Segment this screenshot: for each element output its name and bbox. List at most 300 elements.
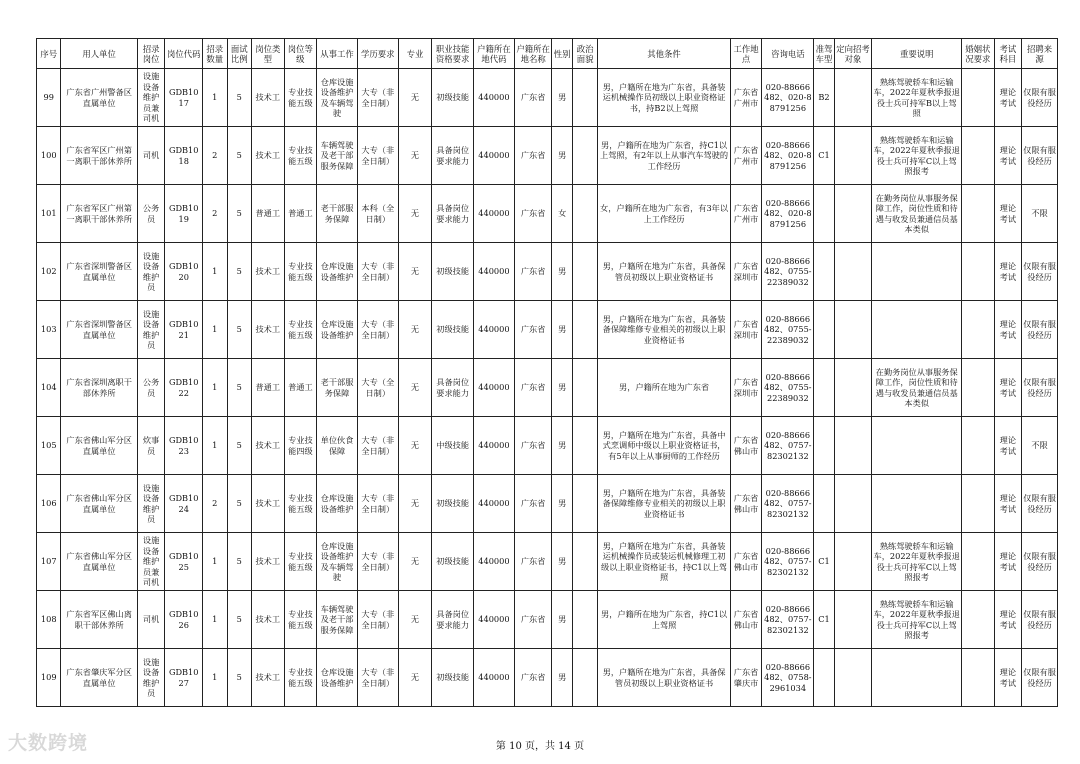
table-body <box>37 69 1058 707</box>
table-cell <box>962 301 995 359</box>
table-cell: 男 <box>552 243 572 301</box>
table-cell: 5 <box>227 475 251 533</box>
table-cell: 熟练驾驶轿车和运输车，2022年夏秋季报退役士兵可持军C以上驾照报考 <box>872 533 962 591</box>
column-header: 从事工作 <box>317 39 358 69</box>
table-cell: GDB1017 <box>165 69 203 127</box>
column-header: 户籍所在地代码 <box>474 39 515 69</box>
column-header: 岗位等级 <box>284 39 317 69</box>
table-cell: 仓库设施设备维护及车辆驾驶 <box>317 69 358 127</box>
table-cell: 2 <box>203 127 227 185</box>
table-cell: 无 <box>398 185 432 243</box>
table-cell: 仓库设施设备维护及车辆驾驶 <box>317 533 358 591</box>
table-cell: 理论考试 <box>994 69 1022 127</box>
table-cell: 专业技能四级 <box>284 417 317 475</box>
table-cell: 440000 <box>474 417 515 475</box>
table-cell <box>962 127 995 185</box>
table-cell: 不限 <box>1022 185 1058 243</box>
table-cell: 男，户籍所在地为广东省，具备装运机械操作员或装运机械修理工初级以上职业资格证书，持C1以上驾照 <box>598 533 730 591</box>
column-header: 招聘来源 <box>1022 39 1058 69</box>
table-cell: 5 <box>227 69 251 127</box>
column-header: 学历要求 <box>357 39 398 69</box>
table-cell: 车辆驾驶及老干部服务保障 <box>317 591 358 649</box>
table-cell: 广东省 <box>514 417 552 475</box>
table-cell <box>962 475 995 533</box>
table-cell: 1 <box>203 533 227 591</box>
column-header: 序号 <box>37 39 61 69</box>
table-cell: 广东省 <box>514 475 552 533</box>
table-cell: 设施设备维护员 <box>137 301 165 359</box>
table-cell: 1 <box>203 649 227 707</box>
table-cell: 仅限有服役经历 <box>1022 533 1058 591</box>
table-cell: 广东省军区广州第一离职干部休养所 <box>61 127 137 185</box>
table-cell: 无 <box>398 127 432 185</box>
table-cell: 440000 <box>474 185 515 243</box>
table-cell: 大专（非全日制） <box>357 649 398 707</box>
table-row <box>37 533 1058 591</box>
table-cell: 无 <box>398 359 432 417</box>
table-cell: 1 <box>203 243 227 301</box>
table-cell: 初级技能 <box>432 243 474 301</box>
table-cell: 在勤务岗位从事服务保障工作，岗位性质和待遇与收发员兼通信员基本类似 <box>872 185 962 243</box>
table-cell: C1 <box>814 127 834 185</box>
table-cell: 440000 <box>474 533 515 591</box>
table-cell: 广东省深圳警备区直属单位 <box>61 243 137 301</box>
table-cell: 大专（非全日制） <box>357 127 398 185</box>
header-row <box>37 39 1058 69</box>
table-cell: 理论考试 <box>994 243 1022 301</box>
table-cell <box>834 243 872 301</box>
table-cell: 在勤务岗位从事服务保障工作，岗位性质和待遇与收发员兼通信员基本类似 <box>872 359 962 417</box>
table-cell <box>872 243 962 301</box>
table-cell: 男 <box>552 359 572 417</box>
table-cell: 440000 <box>474 301 515 359</box>
table-cell: 广东省 <box>514 359 552 417</box>
table-cell: 理论考试 <box>994 591 1022 649</box>
table-cell: 440000 <box>474 359 515 417</box>
column-header: 重要说明 <box>872 39 962 69</box>
table-cell <box>572 69 597 127</box>
table-cell <box>872 301 962 359</box>
table-cell: GDB1018 <box>165 127 203 185</box>
table-cell <box>814 359 834 417</box>
table-cell: 广东省佛山军分区直属单位 <box>61 533 137 591</box>
table-cell <box>572 417 597 475</box>
table-row <box>37 649 1058 707</box>
table-cell: GDB1020 <box>165 243 203 301</box>
table-cell: 2 <box>203 185 227 243</box>
table-cell: 大专（非全日制） <box>357 243 398 301</box>
table-cell: 广东省佛山军分区直属单位 <box>61 417 137 475</box>
table-cell: 技术工 <box>251 243 284 301</box>
table-cell: GDB1019 <box>165 185 203 243</box>
table-cell <box>572 591 597 649</box>
table-cell <box>872 475 962 533</box>
table-cell: 男，户籍所在地为广东省，具备保管员初级以上职业资格证书 <box>598 243 730 301</box>
table-cell: 初级技能 <box>432 301 474 359</box>
table-cell <box>834 69 872 127</box>
table-cell: 广东省广州警备区直属单位 <box>61 69 137 127</box>
column-header: 定向招考对象 <box>834 39 872 69</box>
table-cell: 理论考试 <box>994 127 1022 185</box>
table-cell: 105 <box>37 417 61 475</box>
table-cell: 专业技能五级 <box>284 649 317 707</box>
table-cell: 无 <box>398 243 432 301</box>
table-cell: 广东省 <box>514 591 552 649</box>
table-cell: 女，户籍所在地为广东省，有3年以上工作经历 <box>598 185 730 243</box>
column-header: 专业 <box>398 39 432 69</box>
table-cell: 020-88666482、0757-82302132 <box>762 475 814 533</box>
table-cell: 仓库设施设备维护 <box>317 475 358 533</box>
table-cell: 专业技能五级 <box>284 475 317 533</box>
table-cell: 1 <box>203 417 227 475</box>
column-header: 岗位类型 <box>251 39 284 69</box>
table-cell <box>814 417 834 475</box>
table-cell: GDB1022 <box>165 359 203 417</box>
column-header: 其他条件 <box>598 39 730 69</box>
column-header: 准驾车型 <box>814 39 834 69</box>
table-cell: 技术工 <box>251 69 284 127</box>
table-cell: 广东省深圳市 <box>730 301 762 359</box>
table-cell: 5 <box>227 301 251 359</box>
table-cell: 广东省 <box>514 127 552 185</box>
table-cell: 无 <box>398 417 432 475</box>
table-cell: 男 <box>552 417 572 475</box>
table-cell: 5 <box>227 533 251 591</box>
table-cell: 5 <box>227 591 251 649</box>
table-cell: 广东省深圳离职干部休养所 <box>61 359 137 417</box>
table-cell: 专业技能五级 <box>284 243 317 301</box>
table-cell: 广东省军区佛山离职干部休养所 <box>61 591 137 649</box>
table-cell <box>834 127 872 185</box>
table-cell: 仅限有服役经历 <box>1022 649 1058 707</box>
table-cell: 1 <box>203 301 227 359</box>
table-cell: 020-88666482、0755-22389032 <box>762 243 814 301</box>
table-cell <box>962 185 995 243</box>
table-cell: 男，户籍所在地为广东省，持C1以上驾照 <box>598 591 730 649</box>
table-cell: 仅限有服役经历 <box>1022 69 1058 127</box>
table-cell: 仅限有服役经历 <box>1022 359 1058 417</box>
table-row <box>37 185 1058 243</box>
table-cell <box>834 649 872 707</box>
table-cell: 107 <box>37 533 61 591</box>
table-cell <box>572 243 597 301</box>
table-cell: 5 <box>227 359 251 417</box>
table-cell: 技术工 <box>251 417 284 475</box>
table-cell: 理论考试 <box>994 359 1022 417</box>
table-cell: 大专（全日制） <box>357 359 398 417</box>
table-cell <box>872 417 962 475</box>
table-cell: 106 <box>37 475 61 533</box>
table-cell: 熟练驾驶轿车和运输车，2022年夏秋季报退役士兵可持军C以上驾照报考 <box>872 591 962 649</box>
table-cell: 车辆驾驶及老干部服务保障 <box>317 127 358 185</box>
column-header: 工作地点 <box>730 39 762 69</box>
table-cell: 司机 <box>137 591 165 649</box>
table-cell: 020-88666482、020-88791256 <box>762 69 814 127</box>
table-cell: 理论考试 <box>994 475 1022 533</box>
column-header: 考试科目 <box>994 39 1022 69</box>
table-cell: 020-88666482、0757-82302132 <box>762 591 814 649</box>
table-cell: 男，户籍所在地为广东省，具备装运机械操作员初级以上职业资格证书，持B2以上驾照 <box>598 69 730 127</box>
table-cell <box>834 591 872 649</box>
table-cell: 技术工 <box>251 649 284 707</box>
table-cell: 广东省佛山市 <box>730 475 762 533</box>
table-cell: 理论考试 <box>994 417 1022 475</box>
table-cell: 101 <box>37 185 61 243</box>
column-header: 岗位代码 <box>165 39 203 69</box>
table-cell <box>834 417 872 475</box>
table-cell <box>814 185 834 243</box>
table-cell: 男，户籍所在地为广东省，具备装备保障维修专业相关的初级以上职业资格证书 <box>598 475 730 533</box>
table-cell: 020-88666482、0757-82302132 <box>762 533 814 591</box>
table-cell: 大专（非全日制） <box>357 417 398 475</box>
column-header: 政治面貌 <box>572 39 597 69</box>
table-cell: 020-88666482、020-88791256 <box>762 127 814 185</box>
table-cell: 440000 <box>474 649 515 707</box>
table-cell: 男 <box>552 69 572 127</box>
table-cell: 无 <box>398 591 432 649</box>
table-cell: 108 <box>37 591 61 649</box>
table-cell: 020-88666482、020-88791256 <box>762 185 814 243</box>
table-cell <box>572 127 597 185</box>
table-cell: 无 <box>398 649 432 707</box>
table-cell: 广东省广州市 <box>730 185 762 243</box>
table-cell: 仅限有服役经历 <box>1022 127 1058 185</box>
table-cell: 炊事员 <box>137 417 165 475</box>
table-cell: 初级技能 <box>432 475 474 533</box>
table-cell: 初级技能 <box>432 533 474 591</box>
table-cell: 440000 <box>474 69 515 127</box>
table-cell: 技术工 <box>251 475 284 533</box>
table-cell: 100 <box>37 127 61 185</box>
column-header: 用人单位 <box>61 39 137 69</box>
column-header: 面试比例 <box>227 39 251 69</box>
table-row <box>37 591 1058 649</box>
table-row <box>37 359 1058 417</box>
table-cell: 大专（非全日制） <box>357 301 398 359</box>
table-cell: 男 <box>552 649 572 707</box>
table-cell <box>834 475 872 533</box>
table-row <box>37 475 1058 533</box>
column-header: 婚姻状况要求 <box>962 39 995 69</box>
column-header: 招录岗位 <box>137 39 165 69</box>
table-cell: 本科（全日制） <box>357 185 398 243</box>
table-cell: 广东省军区广州第一离职干部休养所 <box>61 185 137 243</box>
table-cell: 5 <box>227 417 251 475</box>
table-cell: 专业技能五级 <box>284 69 317 127</box>
table-cell: 大专（非全日制） <box>357 69 398 127</box>
table-cell <box>834 185 872 243</box>
table-cell: 普通工 <box>284 359 317 417</box>
table-row <box>37 69 1058 127</box>
table-cell: 专业技能五级 <box>284 533 317 591</box>
table-cell: 具备岗位要求能力 <box>432 185 474 243</box>
table-cell: 广东省佛山市 <box>730 591 762 649</box>
table-cell: 熟练驾驶轿车和运输车，2022年夏秋季报退役士兵可持军B以上驾照 <box>872 69 962 127</box>
table-cell: 男，户籍所在地为广东省，具备装备保障维修专业相关的初级以上职业资格证书 <box>598 301 730 359</box>
table-cell <box>572 533 597 591</box>
table-cell: 男 <box>552 127 572 185</box>
table-cell: 单位伙食保障 <box>317 417 358 475</box>
table-cell <box>962 417 995 475</box>
table-cell: 广东省佛山市 <box>730 533 762 591</box>
table-cell: GDB1023 <box>165 417 203 475</box>
table-cell <box>572 475 597 533</box>
table-cell <box>962 649 995 707</box>
table-cell: 男 <box>552 301 572 359</box>
table-cell: 440000 <box>474 127 515 185</box>
table-cell: 理论考试 <box>994 301 1022 359</box>
table-cell: 具备岗位要求能力 <box>432 359 474 417</box>
table-cell: 440000 <box>474 243 515 301</box>
table-cell: B2 <box>814 69 834 127</box>
table-cell: 广东省肇庆市 <box>730 649 762 707</box>
table-cell: 020-88666482、0755-22389032 <box>762 301 814 359</box>
table-cell: 广东省 <box>514 301 552 359</box>
table-cell: 设施设备维护员 <box>137 243 165 301</box>
table-cell: 技术工 <box>251 301 284 359</box>
table-cell: 老干部服务保障 <box>317 359 358 417</box>
table-cell: 广东省深圳警备区直属单位 <box>61 301 137 359</box>
table-cell: 仓库设施设备维护 <box>317 301 358 359</box>
table-cell: GDB1025 <box>165 533 203 591</box>
column-header: 招录数量 <box>203 39 227 69</box>
table-cell: GDB1026 <box>165 591 203 649</box>
table-cell <box>814 243 834 301</box>
table-cell: 020-88666482、0757-82302132 <box>762 417 814 475</box>
table-row <box>37 417 1058 475</box>
table-cell: 设施设备维护员 <box>137 649 165 707</box>
table-cell: 仅限有服役经历 <box>1022 591 1058 649</box>
table-cell: 男，户籍所在地为广东省 <box>598 359 730 417</box>
table-row <box>37 243 1058 301</box>
table-cell: 男，户籍所在地为广东省，具备中式烹调师中级以上职业资格证书，有5年以上从事厨师的工作经历 <box>598 417 730 475</box>
table-cell <box>962 69 995 127</box>
table-cell <box>962 243 995 301</box>
table-cell: 大专（非全日制） <box>357 475 398 533</box>
table-cell: 广东省 <box>514 649 552 707</box>
table-cell: 广东省佛山市 <box>730 417 762 475</box>
table-cell: 5 <box>227 185 251 243</box>
table-cell <box>814 301 834 359</box>
table-cell: 广东省佛山军分区直属单位 <box>61 475 137 533</box>
table-cell: 广东省深圳市 <box>730 243 762 301</box>
table-cell: 不限 <box>1022 417 1058 475</box>
table-cell: 中级技能 <box>432 417 474 475</box>
table-cell: 440000 <box>474 475 515 533</box>
table-cell <box>834 359 872 417</box>
table-cell: 专业技能五级 <box>284 301 317 359</box>
table-cell: 男 <box>552 533 572 591</box>
table-cell <box>572 649 597 707</box>
table-cell: 司机 <box>137 127 165 185</box>
table-cell: 仅限有服役经历 <box>1022 475 1058 533</box>
table-cell: 仓库设施设备维护 <box>317 243 358 301</box>
table-cell: 设施设备维护员兼司机 <box>137 69 165 127</box>
table-cell: 1 <box>203 69 227 127</box>
table-cell: GDB1027 <box>165 649 203 707</box>
page-footer: 第 10 页，共 14 页 <box>495 741 585 752</box>
table-cell: 女 <box>552 185 572 243</box>
table-cell: 专业技能五级 <box>284 127 317 185</box>
table-cell: 无 <box>398 533 432 591</box>
table-cell: 无 <box>398 301 432 359</box>
recruitment-table <box>36 38 1058 707</box>
table-cell: 熟练驾驶轿车和运输车，2022年夏秋季报退役士兵可持军C以上驾照报考 <box>872 127 962 185</box>
table-cell: 普通工 <box>284 185 317 243</box>
table-cell: 公务员 <box>137 185 165 243</box>
table-cell: 普通工 <box>251 359 284 417</box>
table-cell: 公务员 <box>137 359 165 417</box>
table-row <box>37 127 1058 185</box>
table-cell: 广东省 <box>514 185 552 243</box>
table-cell: 技术工 <box>251 127 284 185</box>
table-cell: C1 <box>814 591 834 649</box>
column-header: 性别 <box>552 39 572 69</box>
table-cell: 5 <box>227 649 251 707</box>
table-cell: 020-88666482、0758-2961034 <box>762 649 814 707</box>
table-cell: 大专（非全日制） <box>357 533 398 591</box>
table-cell: 广东省深圳市 <box>730 359 762 417</box>
table-cell: 专业技能五级 <box>284 591 317 649</box>
table-cell: 广东省广州市 <box>730 127 762 185</box>
table-cell: 广东省肇庆军分区直属单位 <box>61 649 137 707</box>
table-cell: 440000 <box>474 591 515 649</box>
table-cell: 广东省广州市 <box>730 69 762 127</box>
table-cell: C1 <box>814 533 834 591</box>
column-header: 咨询电话 <box>762 39 814 69</box>
table-cell <box>962 591 995 649</box>
table-cell: 102 <box>37 243 61 301</box>
table-cell: 广东省 <box>514 69 552 127</box>
table-cell: 1 <box>203 359 227 417</box>
column-header: 户籍所在地名称 <box>514 39 552 69</box>
table-cell: 104 <box>37 359 61 417</box>
watermark-logo: 大数跨境 <box>8 732 89 754</box>
table-cell: 103 <box>37 301 61 359</box>
table-cell <box>572 359 597 417</box>
table-cell: 5 <box>227 127 251 185</box>
table-cell <box>872 649 962 707</box>
table-cell: 无 <box>398 475 432 533</box>
table-cell <box>814 649 834 707</box>
table-cell: 具备岗位要求能力 <box>432 127 474 185</box>
table-cell: 技术工 <box>251 591 284 649</box>
table-header <box>37 39 1058 69</box>
table-cell: GDB1021 <box>165 301 203 359</box>
table-cell: 2 <box>203 475 227 533</box>
table-cell: 109 <box>37 649 61 707</box>
table-cell: 仓库设施设备维护 <box>317 649 358 707</box>
table-cell: 理论考试 <box>994 533 1022 591</box>
table-cell: 020-88666482、0755-22389032 <box>762 359 814 417</box>
table-cell <box>962 359 995 417</box>
table-cell: 男，户籍所在地为广东省，持C1以上驾照，有2年以上从事汽车驾驶的工作经历 <box>598 127 730 185</box>
table-cell: 具备岗位要求能力 <box>432 591 474 649</box>
table-cell <box>814 475 834 533</box>
table-cell: 男 <box>552 591 572 649</box>
table-cell: 理论考试 <box>994 649 1022 707</box>
table-cell: 老干部服务保障 <box>317 185 358 243</box>
table-cell: 设施设备维护员 <box>137 475 165 533</box>
table-cell <box>834 533 872 591</box>
table-row <box>37 301 1058 359</box>
table-cell: 仅限有服役经历 <box>1022 243 1058 301</box>
table-cell <box>572 301 597 359</box>
table-cell: 男 <box>552 475 572 533</box>
table-cell: 仅限有服役经历 <box>1022 301 1058 359</box>
table-cell <box>962 533 995 591</box>
table-cell: 广东省 <box>514 243 552 301</box>
